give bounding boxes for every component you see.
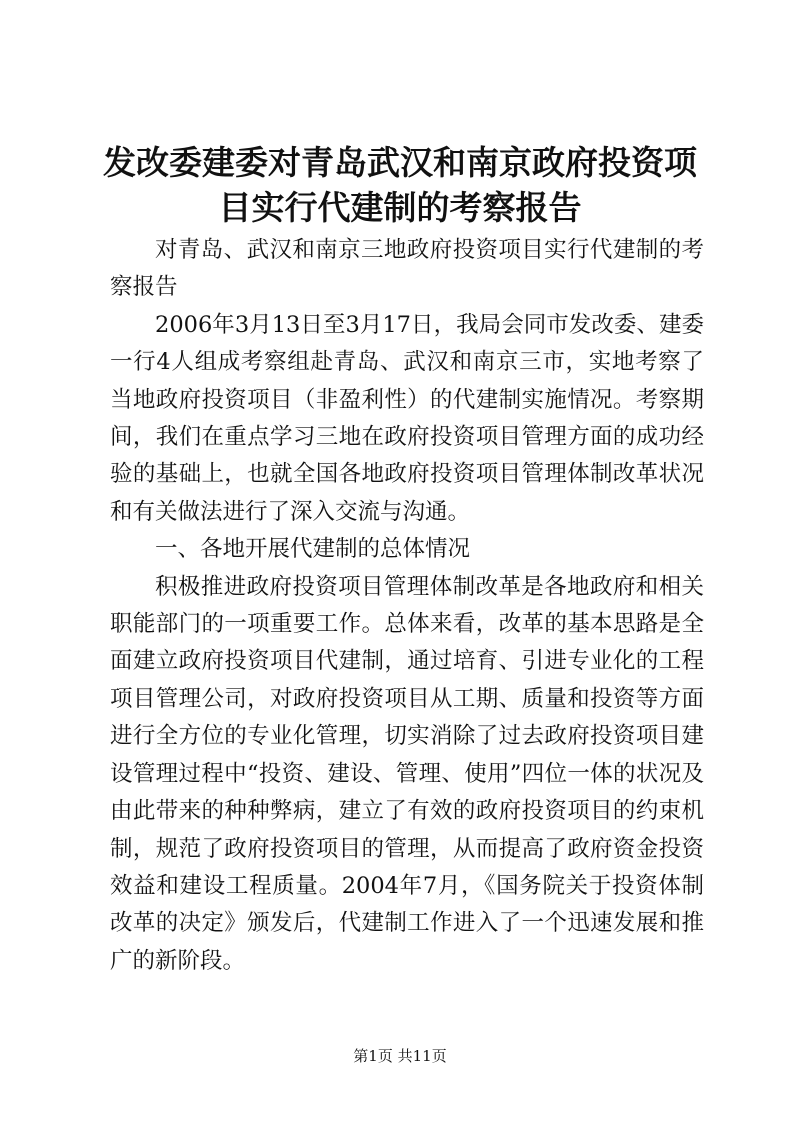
paragraph-overview: 积极推进政府投资项目管理体制改革是各地政府和相关职能部门的一项重要工作。总体来看，改革的基本思路是全面建立政府投资项目代建制，通过培育、引进专业化的工程项目管理公司，对政府投资项目从工期、质量和投资等方面进行全方位的专业化管理，切实消除了过去政府投资项目建设管理过程中“投资、建设、管理、使用”四位一体的状况及由此带来的种种弊病，建立了有效的政府投资项目的约束机制，规范了政府投资项目的管理，从而提高了政府资金投资效益和建设工程质量。2004年7月，《国务院关于投资体制改革的决定》颁发后，代建制工作进入了一个迅速发展和推广的新阶段。 [110, 573, 704, 974]
page-number-footer: 第1页 共11页 [353, 1047, 447, 1065]
section-heading: 一、各地开展代建制的总体情况 [155, 536, 471, 563]
paragraph-intro: 2006年3月13日至3月17日，我局会同市发改委、建委一行4人组成考察组赴青岛、武汉和南京三市，实地考察了当地政府投资项目（非盈利性）的代建制实施情况。考察期间，我们在重点学习三地在政府投资项目管理方面的成功经验的基础上，也就全国各地政府投资项目管理体制改革状况和有关做法进行了深入交流与沟通。 [110, 311, 704, 525]
document-body [110, 232, 704, 980]
document-title: 发改委建委对青岛武汉和南京政府投资项目实行代建制的考察报告 [103, 143, 697, 227]
paragraph-subtitle: 对青岛、武汉和南京三地政府投资项目实行代建制的考察报告 [110, 237, 704, 301]
